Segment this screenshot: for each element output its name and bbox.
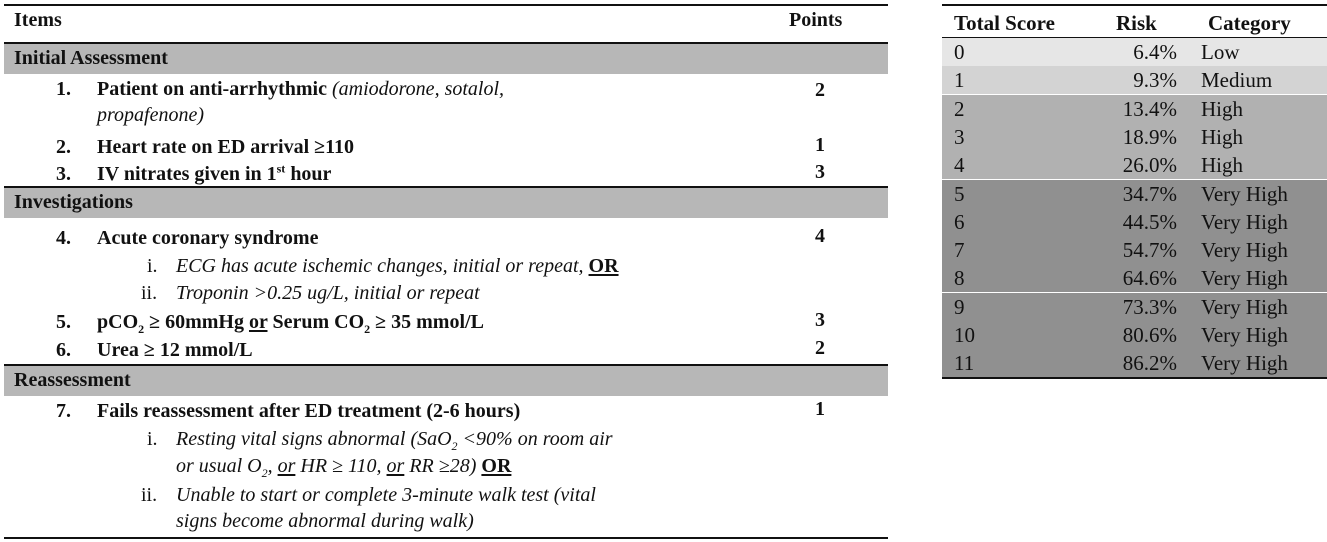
risk-row-score: 5 [954,181,965,206]
risk-row-score: 2 [954,96,965,121]
risk-row-category: High [1201,124,1243,149]
risk-row-score: 0 [954,40,965,64]
item3-points: 3 [815,161,825,183]
item7-sub-ii-text: Unable to start or complete 3-minute walk test (vital [176,484,596,506]
section-title-initial: Initial Assessment [14,47,168,69]
risk-row-score: 11 [954,351,975,376]
risk-row [942,236,1327,264]
risk-row-percent: 73.3% [1122,294,1177,319]
risk-row [942,38,1327,66]
risk-row-category: Very High [1201,351,1288,376]
risk-row-percent: 54.7% [1122,238,1177,263]
risk-header-category: Category [1208,11,1291,35]
item5-points: 3 [815,309,825,331]
risk-row [942,208,1327,236]
item7-text: Fails reassessment after ED treatment (2-6 hours) [97,400,521,422]
item1-text-cont: propafenone) [97,104,205,126]
risk-row-percent: 34.7% [1122,181,1177,206]
item5-number: 5. [56,311,71,333]
item6-points: 2 [815,337,825,359]
risk-row-category: Very High [1201,238,1288,263]
item2-points: 1 [815,134,825,156]
risk-row-category: Medium [1201,68,1273,93]
section-band-reassessment [4,364,888,396]
risk-row-category: High [1201,96,1243,121]
item4-number: 4. [56,227,71,249]
item7-sub-ii-number: ii. [141,484,158,506]
item3-number: 3. [56,163,71,185]
bottom-rule [4,537,888,539]
risk-row-category: Very High [1201,294,1288,319]
risk-row [942,180,1327,208]
risk-row-percent: 6.4% [1133,40,1177,64]
risk-row [942,349,1327,377]
item7-number: 7. [56,400,71,422]
risk-row-percent: 9.3% [1133,68,1177,93]
risk-row-score: 7 [954,238,965,263]
risk-row-score: 4 [954,153,965,178]
risk-row-category: Very High [1201,181,1288,206]
risk-row-percent: 26.0% [1122,153,1177,178]
risk-row-category: Low [1201,40,1240,64]
risk-row-category: High [1201,153,1243,178]
risk-row-score: 3 [954,124,965,149]
risk-top-rule [942,4,1327,6]
item1-number: 1. [56,78,71,100]
risk-row-percent: 44.5% [1122,209,1177,234]
item7-points: 1 [815,398,825,420]
risk-row [942,293,1327,321]
header-points: Points [789,9,843,31]
section-band-investigations [4,186,888,218]
item6-text: Urea ≥ 12 mmol/L [97,339,253,361]
risk-row [942,66,1327,94]
item4-sub-ii-text: Troponin >0.25 ug/L, initial or repeat [176,282,480,304]
risk-row-percent: 13.4% [1122,96,1177,121]
item7-sub-ii-text-cont: signs become abnormal during walk) [176,510,474,532]
item2-number: 2. [56,136,71,158]
item4-sub-ii-number: ii. [141,282,158,304]
risk-row-category: Very High [1201,323,1288,347]
risk-row-score: 10 [954,323,975,347]
risk-row-percent: 86.2% [1122,351,1177,376]
item4-points: 4 [815,225,825,247]
item7-sub-i-text-cont: or usual $O_2$, or HR ≥ 110, or RR ≥28) OR [176,455,512,480]
risk-row-score: 1 [954,68,965,93]
item4-text: Acute coronary syndrome [97,227,319,249]
section-title-investigations: Investigations [14,191,133,213]
item1-points: 2 [815,79,825,101]
risk-row-category: Very High [1201,209,1288,234]
top-rule [4,4,888,6]
item7-sub-i-text: Resting vital signs abnormal (SaO$_2$ <90% on room air [176,428,613,453]
item4-sub-i-text: ECG has acute ischemic changes, initial or repeat, OR [176,255,619,277]
risk-row-score: 9 [954,294,965,319]
risk-row-score: 8 [954,266,965,291]
risk-bottom-rule [942,377,1327,379]
item4-sub-i-number: i. [147,255,158,277]
item5-text: pCO$_2$ ≥ 60mmHg or Serum $CO_2 \ge 35$ mmol/L [97,311,484,336]
risk-row [942,264,1327,292]
risk-row-percent: 64.6% [1122,266,1177,291]
item7-sub-i-number: i. [147,428,158,450]
risk-row-category: Very High [1201,266,1288,291]
risk-header-score: Total Score [954,11,1055,35]
item2-text: Heart rate on ED arrival ≥110 [97,136,355,158]
item3-text: IV nitrates given in 1st hour [97,161,332,185]
risk-row [942,95,1327,123]
section-title-reassessment: Reassessment [14,369,131,391]
risk-row-score: 6 [954,209,965,234]
risk-row [942,123,1327,151]
risk-row [942,321,1327,349]
risk-row [942,151,1327,179]
risk-row-percent: 18.9% [1122,124,1177,149]
item6-number: 6. [56,339,71,361]
risk-header-risk: Risk [1116,11,1157,35]
risk-row-percent: 80.6% [1122,323,1177,347]
item1-text: Patient on anti-arrhythmic (amiodorone, sotalol, [97,78,505,100]
header-items: Items [14,9,62,31]
